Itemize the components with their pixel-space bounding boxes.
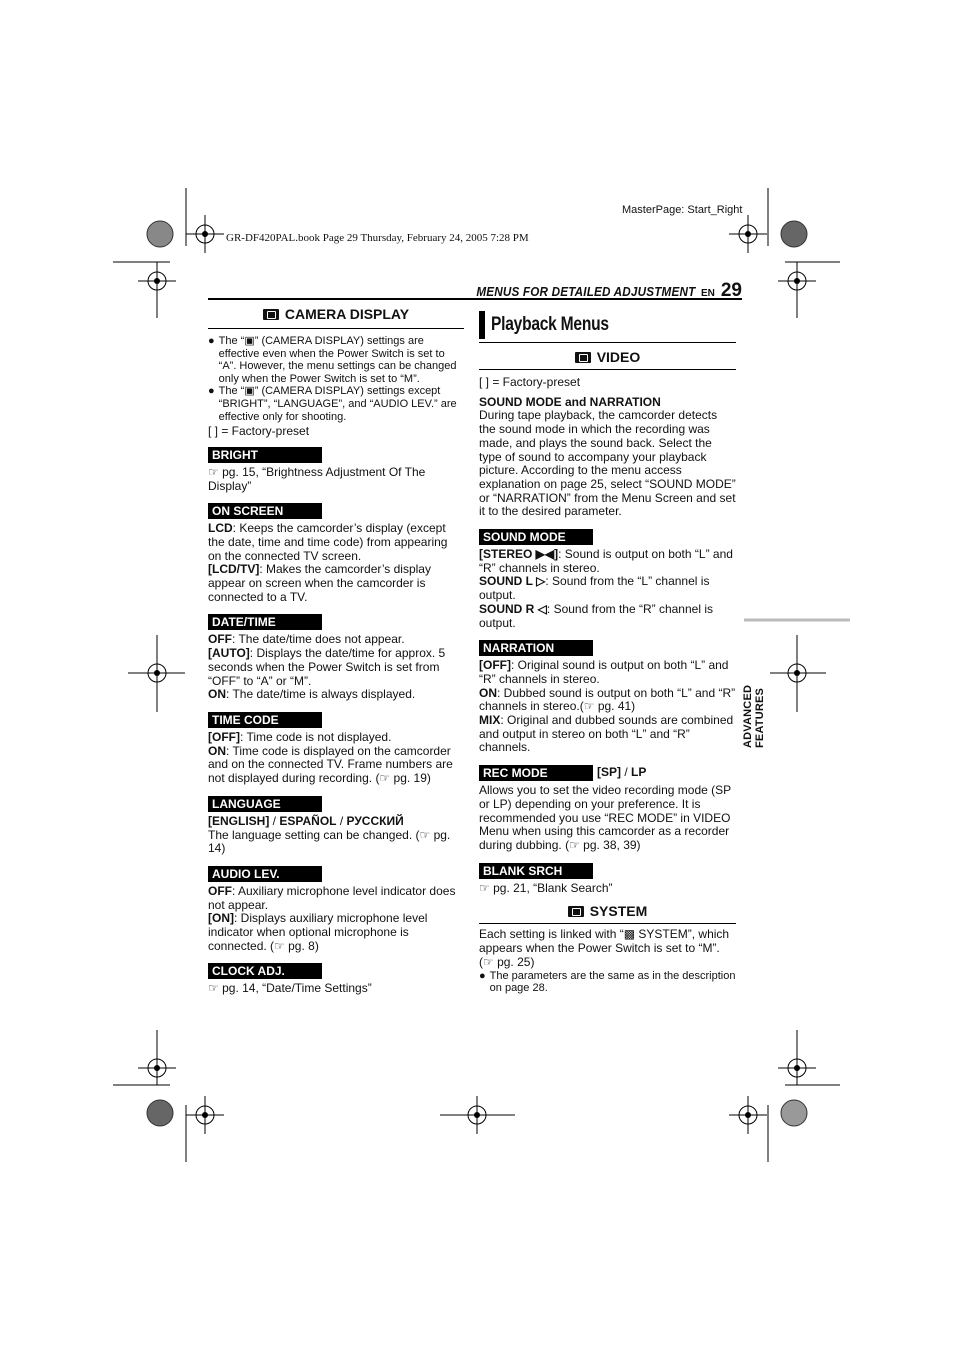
list-item: ● The parameters are the same as in the description on page 28. [479, 969, 736, 995]
narration-mix: MIX: Original and dubbed sounds are combined and output in stereo on both “L” and “R” channels. [479, 713, 734, 755]
section-rule [479, 923, 736, 924]
audiolev-on: [ON]: Displays auxiliary microphone level indicator when optional microphone is connected. (☞ pg. 8) [208, 911, 428, 953]
datetime-off: OFF: The date/time does not appear. [208, 632, 405, 647]
lang-code: EN [700, 288, 715, 299]
audiolev-label: AUDIO LEV. [208, 866, 322, 882]
section-rule [479, 342, 736, 343]
camera-display-icon [263, 309, 279, 320]
sound-mode-narration-head: SOUND MODE and NARRATION [479, 394, 661, 409]
left-column [208, 306, 464, 996]
list-item: ● The “▣” (CAMERA DISPLAY) settings except “BRIGHT”, “LANGUAGE”, and “AUDIO LEV.” are effective only for shooting. [208, 385, 457, 423]
masterpage-label: MasterPage: Start_Right [622, 204, 743, 216]
playback-title: Playback Menus [491, 314, 609, 335]
datetime-on: ON: The date/time is always displayed. [208, 687, 416, 702]
language-options: [ENGLISH] / ESPAÑOL / РУССКИЙ [208, 813, 404, 828]
language-text: The language setting can be changed. (☞ pg. 14) [208, 827, 451, 856]
system-text: Each setting is linked with “▩ SYSTEM”, which appears when the Power Switch is set to “M”. (☞ pg. 25) [479, 927, 730, 969]
onscreen-lcd: LCD: Keeps the camcorder’s display (except the date, time and time code) from appearing on the connected TV screen. [208, 521, 448, 563]
soundmode-l: SOUND L ▷: Sound from the “L” channel is output. [479, 574, 710, 603]
system-heading [479, 903, 736, 919]
list-item: ● The “▣” (CAMERA DISPLAY) settings are effective even when the Power Switch is set to “A”. However, the menu settings can be changed only when the Power Switch is set to “M”. [208, 335, 457, 385]
sound-mode-narration-text: During tape playback, the camcorder detects the sound mode in which the recording was made, and plays the sound back. Select the type of sound to accompany your playback picture. According to the menu access explanation on page 25, select “SOUND MODE” or “NARRATION” from the Menu Screen and set it to the desired parameter. [479, 408, 736, 519]
camera-display-heading [208, 306, 464, 322]
side-tab: ADVANCED FEATURES [742, 684, 766, 748]
section-rule [479, 369, 736, 370]
video-icon [575, 352, 591, 363]
language-label: LANGUAGE [208, 796, 322, 812]
onscreen-label: ON SCREEN [208, 503, 322, 519]
narration-on: ON: Dubbed sound is output on both “L” and “R” channels in stereo.(☞ pg. 41) [479, 685, 736, 714]
audiolev-off: OFF: Auxiliary microphone level indicator does not appear. [208, 883, 456, 912]
factory-preset-note: [ ] = Factory-preset [479, 375, 581, 389]
section-rule [208, 328, 464, 329]
clockadj-text: ☞ pg. 14, “Date/Time Settings” [208, 981, 372, 996]
datetime-label: DATE/TIME [208, 614, 322, 630]
clockadj-label: CLOCK ADJ. [208, 963, 322, 979]
factory-preset-note: [ ] = Factory-preset [208, 424, 310, 439]
section-title: MENUS FOR DETAILED ADJUSTMENT [475, 284, 695, 299]
bright-label: BRIGHT [208, 447, 322, 463]
blanksrch-text: ☞ pg. 21, “Blank Search” [479, 880, 613, 895]
recmode-options: [SP] / LP [597, 765, 647, 780]
timecode-off: [OFF]: Time code is not displayed. [208, 730, 392, 744]
datetime-auto: [AUTO]: Displays the date/time for approx. 5 seconds when the Power Switch is set from “OFF” to “A” or “M”. [208, 646, 446, 688]
narration-label: NARRATION [479, 640, 593, 656]
timecode-on: ON: Time code is displayed on the camcorder and on the connected TV. Frame numbers are not displayed during recording. (☞ pg. 19) [208, 743, 453, 786]
system-title: SYSTEM [589, 903, 648, 920]
header-rule [208, 298, 742, 300]
blanksrch-label: BLANK SRCH [479, 863, 593, 879]
page-number: 29 [720, 280, 742, 301]
narration-off: [OFF]: Original sound is output on both “L” and “R” channels in stereo. [479, 658, 729, 686]
camera-display-title: CAMERA DISPLAY [284, 306, 410, 322]
soundmode-label: SOUND MODE [479, 529, 593, 545]
book-line: GR-DF420PAL.book Page 29 Thursday, February 24, 2005 7:28 PM [226, 232, 529, 244]
right-column [479, 310, 736, 995]
recmode-label: REC MODE [479, 765, 593, 781]
onscreen-lcdtv: [LCD/TV]: Makes the camcorder’s display appear on screen when the camcorder is connected to a TV. [208, 562, 431, 604]
recmode-row [479, 765, 736, 781]
heading-bar [479, 311, 485, 339]
bright-text: ☞ pg. 15, “Brightness Adjustment Of The Display” [208, 464, 426, 493]
playback-heading [479, 310, 736, 340]
video-heading [479, 349, 736, 365]
soundmode-r: SOUND R ◁: Sound from the “R” channel is output. [479, 601, 713, 630]
soundmode-stereo: [STEREO ▶◀]: Sound is output on both “L” and “R” channels in stereo. [479, 547, 733, 575]
timecode-label: TIME CODE [208, 712, 322, 728]
system-icon [568, 906, 584, 917]
video-title: VIDEO [596, 349, 641, 365]
recmode-text: Allows you to set the video recording mode (SP or LP) depending on your preference. It is recommended you use “REC MODE” in VIDEO Menu when using this camcorder as a recorder during dubbing. (☞ pg. 38, 39) [479, 783, 731, 852]
